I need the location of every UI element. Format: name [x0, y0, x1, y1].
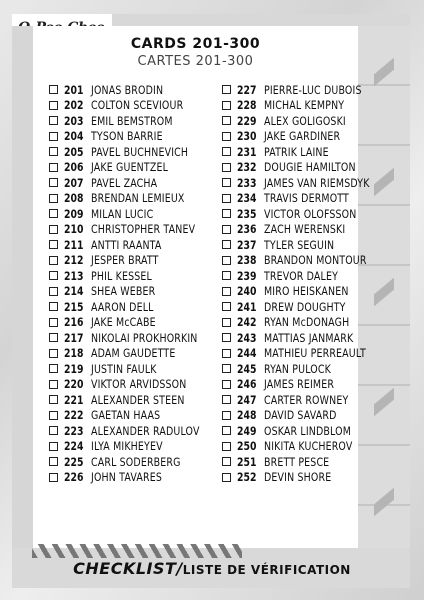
player-name: SHEA WEBER [91, 284, 156, 299]
checklist-row [49, 330, 223, 346]
player-name: PAVEL BUCHNEVICH [91, 144, 189, 159]
player-name: BRETT PESCE [264, 454, 330, 469]
checkbox[interactable] [222, 209, 231, 218]
checkbox[interactable] [49, 473, 58, 482]
card-number: 209 [64, 206, 84, 221]
checklist-row [222, 144, 393, 160]
checklist-row [49, 423, 223, 439]
checkbox[interactable] [49, 442, 58, 451]
checkbox[interactable] [49, 116, 58, 125]
card-number: 230 [237, 129, 257, 144]
checkbox[interactable] [222, 349, 231, 358]
player-name: PHIL KESSEL [91, 268, 152, 283]
checkbox[interactable] [49, 318, 58, 327]
checkbox[interactable] [222, 240, 231, 249]
player-name: EMIL BEMSTROM [91, 113, 173, 128]
checkbox[interactable] [49, 178, 58, 187]
card-number: 235 [237, 206, 257, 221]
card-number: 237 [237, 237, 257, 252]
card-number: 226 [64, 470, 84, 485]
checkbox[interactable] [222, 178, 231, 187]
player-name: JAKE GUENTZEL [91, 160, 169, 175]
card-number: 218 [64, 346, 84, 361]
checkbox[interactable] [222, 442, 231, 451]
checkbox[interactable] [222, 364, 231, 373]
card-number: 240 [237, 284, 257, 299]
card-number: 220 [64, 377, 84, 392]
checkbox[interactable] [49, 225, 58, 234]
card-number: 252 [237, 470, 257, 485]
player-name: TREVOR DALEY [264, 268, 339, 283]
checkbox[interactable] [49, 411, 58, 420]
player-name: ALEXANDER STEEN [91, 392, 185, 407]
player-name: VICTOR OLOFSSON [264, 206, 357, 221]
player-name: BRENDAN LEMIEUX [91, 191, 185, 206]
card-number: 207 [64, 175, 84, 190]
checkbox[interactable] [49, 457, 58, 466]
checkbox[interactable] [49, 380, 58, 389]
player-name: ZACH WERENSKI [264, 222, 346, 237]
player-name: MIRO HEISKANEN [264, 284, 349, 299]
player-name: NIKITA KUCHEROV [264, 439, 353, 454]
checklist-row [222, 113, 393, 129]
checklist-row [49, 160, 223, 176]
player-name: AARON DELL [91, 299, 154, 314]
player-name: JAKE GARDINER [264, 129, 341, 144]
checkbox[interactable] [222, 163, 231, 172]
checklist-row [49, 377, 223, 393]
checkbox[interactable] [49, 194, 58, 203]
player-name: PATRIK LAINE [264, 144, 329, 159]
card-number: 241 [237, 299, 257, 314]
checklist-row [222, 191, 393, 207]
checklist-row [222, 299, 393, 315]
checklist-row [222, 330, 393, 346]
card-number: 222 [64, 408, 84, 423]
player-name: ANTTI RAANTA [91, 237, 162, 252]
checkbox[interactable] [222, 380, 231, 389]
checklist-row [222, 315, 393, 331]
player-name: CARL SODERBERG [91, 454, 181, 469]
card-number: 203 [64, 113, 84, 128]
checklist-row [49, 175, 223, 191]
card-number: 205 [64, 144, 84, 159]
card-number: 225 [64, 454, 84, 469]
player-name: TRAVIS DERMOTT [264, 191, 349, 206]
checkbox[interactable] [222, 302, 231, 311]
checklist-row [222, 454, 393, 470]
player-name: OSKAR LINDBLOM [264, 423, 352, 438]
checkbox[interactable] [222, 194, 231, 203]
card-number: 239 [237, 268, 257, 283]
card-number: 212 [64, 253, 84, 268]
checklist-title: CARDS 201-300 [130, 36, 261, 52]
card-number: 248 [237, 408, 257, 423]
card-number: 221 [64, 392, 84, 407]
card-number: 202 [64, 98, 84, 113]
footer-liste-de-verification: LISTE DE VÉRIFICATION [182, 563, 351, 577]
checkbox[interactable] [222, 473, 231, 482]
player-name: COLTON SCEVIOUR [91, 98, 184, 113]
checkbox[interactable] [49, 209, 58, 218]
card-number: 227 [237, 82, 257, 97]
checklist-row [49, 408, 223, 424]
player-name: TYLER SEGUIN [264, 237, 335, 252]
footer-checklist: CHECKLIST [73, 559, 177, 578]
checklist-row [222, 222, 393, 238]
card-number: 219 [64, 361, 84, 376]
card-number: 204 [64, 129, 84, 144]
checklist-row [222, 423, 393, 439]
card-number: 216 [64, 315, 84, 330]
checklist-row [222, 160, 393, 176]
checklist-row [49, 392, 223, 408]
footer-stripes [32, 544, 242, 558]
player-name: ALEX GOLIGOSKI [264, 113, 346, 128]
checklist-row [222, 175, 393, 191]
player-name: ILYA MIKHEYEV [91, 439, 163, 454]
card-number: 206 [64, 160, 84, 175]
checkbox[interactable] [49, 256, 58, 265]
checkbox[interactable] [222, 457, 231, 466]
player-name: MATTIAS JANMARK [264, 330, 354, 345]
checklist-row [49, 129, 223, 145]
checklist-row [222, 82, 393, 98]
player-name: DOUGIE HAMILTON [264, 160, 356, 175]
player-name: ALEXANDER RADULOV [91, 423, 200, 438]
checklist-row [49, 299, 223, 315]
checkbox[interactable] [49, 364, 58, 373]
card-number: 231 [237, 144, 257, 159]
player-name: JAKE McCABE [91, 315, 156, 330]
player-name: JESPER BRATT [91, 253, 159, 268]
player-name: RYAN McDONAGH [264, 315, 350, 330]
checkbox[interactable] [222, 101, 231, 110]
card-number: 228 [237, 98, 257, 113]
player-name: DAVID SAVARD [264, 408, 337, 423]
checklist-row [222, 237, 393, 253]
player-name: ADAM GAUDETTE [91, 346, 176, 361]
checkbox[interactable] [49, 426, 58, 435]
player-name: CHRISTOPHER TANEV [91, 222, 196, 237]
card-number: 215 [64, 299, 84, 314]
checkbox[interactable] [222, 426, 231, 435]
checkbox[interactable] [49, 271, 58, 280]
checklist-subtitle: CARTES 201-300 [137, 54, 254, 69]
player-name: NIKOLAI PROKHORKIN [91, 330, 198, 345]
player-name: GAETAN HAAS [91, 408, 161, 423]
card-number: 243 [237, 330, 257, 345]
checklist-row [222, 98, 393, 114]
checklist-row [222, 408, 393, 424]
checkbox[interactable] [222, 395, 231, 404]
checklist-row [222, 253, 393, 269]
deco-bar [374, 488, 394, 517]
player-name: JAMES VAN RIEMSDYK [264, 175, 370, 190]
player-name: CARTER ROWNEY [264, 392, 349, 407]
checklist-row [49, 470, 223, 486]
checkbox[interactable] [222, 271, 231, 280]
checklist-row [49, 82, 223, 98]
checklist-row [222, 439, 393, 455]
checklist-row [222, 346, 393, 362]
card-number: 201 [64, 82, 84, 97]
footer-separator: / [176, 559, 183, 578]
checkbox[interactable] [49, 240, 58, 249]
checkbox[interactable] [49, 333, 58, 342]
checklist-row [49, 284, 223, 300]
checklist-row [222, 361, 393, 377]
card-number: 238 [237, 253, 257, 268]
player-name: JAMES REIMER [264, 377, 335, 392]
player-name: PIERRE-LUC DUBOIS [264, 82, 362, 97]
checkbox[interactable] [49, 395, 58, 404]
checklist-row [222, 284, 393, 300]
checklist-row [222, 129, 393, 145]
footer-title [0, 559, 424, 578]
player-name: TYSON BARRIE [91, 129, 163, 144]
checkbox[interactable] [49, 287, 58, 296]
checklist-row [222, 268, 393, 284]
checklist-row [49, 454, 223, 470]
player-name: BRANDON MONTOUR [264, 253, 367, 268]
checkbox[interactable] [222, 256, 231, 265]
card-number: 242 [237, 315, 257, 330]
checklist-row [49, 253, 223, 269]
checkbox[interactable] [222, 333, 231, 342]
checklist-row [49, 439, 223, 455]
card-number: 217 [64, 330, 84, 345]
checkbox[interactable] [222, 318, 231, 327]
checklist-row [49, 222, 223, 238]
left-decoration [12, 26, 33, 548]
player-name: MATHIEU PERREAULT [264, 346, 366, 361]
checklist-row [49, 98, 223, 114]
checklist-column-right [222, 82, 393, 485]
player-name: JONAS BRODIN [91, 82, 164, 97]
checkbox[interactable] [222, 287, 231, 296]
checkbox[interactable] [222, 132, 231, 141]
card-number: 208 [64, 191, 84, 206]
card-number: 244 [237, 346, 257, 361]
checkbox[interactable] [222, 85, 231, 94]
card-number: 234 [237, 191, 257, 206]
card-number: 251 [237, 454, 257, 469]
player-name: VIKTOR ARVIDSSON [91, 377, 187, 392]
card-number: 210 [64, 222, 84, 237]
card-number: 246 [237, 377, 257, 392]
checkbox[interactable] [49, 101, 58, 110]
card-number: 245 [237, 361, 257, 376]
card-number: 233 [237, 175, 257, 190]
player-name: RYAN PULOCK [264, 361, 331, 376]
card-number: 229 [237, 113, 257, 128]
player-name: JUSTIN FAULK [91, 361, 157, 376]
player-name: PAVEL ZACHA [91, 175, 158, 190]
checklist-row [49, 268, 223, 284]
checklist-row [49, 206, 223, 222]
player-name: JOHN TAVARES [91, 470, 162, 485]
checkbox[interactable] [49, 132, 58, 141]
checkbox[interactable] [49, 85, 58, 94]
checkbox[interactable] [49, 349, 58, 358]
player-name: DEVIN SHORE [264, 470, 332, 485]
checkbox[interactable] [49, 302, 58, 311]
checklist-row [49, 315, 223, 331]
card-number: 249 [237, 423, 257, 438]
checklist-column-left [49, 82, 223, 485]
checkbox[interactable] [222, 411, 231, 420]
checklist-row [222, 392, 393, 408]
checkbox[interactable] [222, 225, 231, 234]
player-name: MILAN LUCIC [91, 206, 154, 221]
card-number: 236 [237, 222, 257, 237]
checklist-row [222, 206, 393, 222]
card-number: 232 [237, 160, 257, 175]
card-number: 250 [237, 439, 257, 454]
checklist-row [222, 377, 393, 393]
checklist-row [49, 113, 223, 129]
card-number: 247 [237, 392, 257, 407]
card-number: 214 [64, 284, 84, 299]
checkbox[interactable] [49, 147, 58, 156]
checkbox[interactable] [222, 147, 231, 156]
card-number: 224 [64, 439, 84, 454]
card-number: 213 [64, 268, 84, 283]
checklist-row [49, 144, 223, 160]
checkbox[interactable] [222, 116, 231, 125]
checklist-row [49, 237, 223, 253]
player-name: MICHAL KEMPNY [264, 98, 345, 113]
card-number: 211 [64, 237, 84, 252]
player-name: DREW DOUGHTY [264, 299, 346, 314]
checklist-row [49, 361, 223, 377]
checklist-row [222, 470, 393, 486]
card-number: 223 [64, 423, 84, 438]
checklist-row [49, 191, 223, 207]
checklist-row [49, 346, 223, 362]
checkbox[interactable] [49, 163, 58, 172]
